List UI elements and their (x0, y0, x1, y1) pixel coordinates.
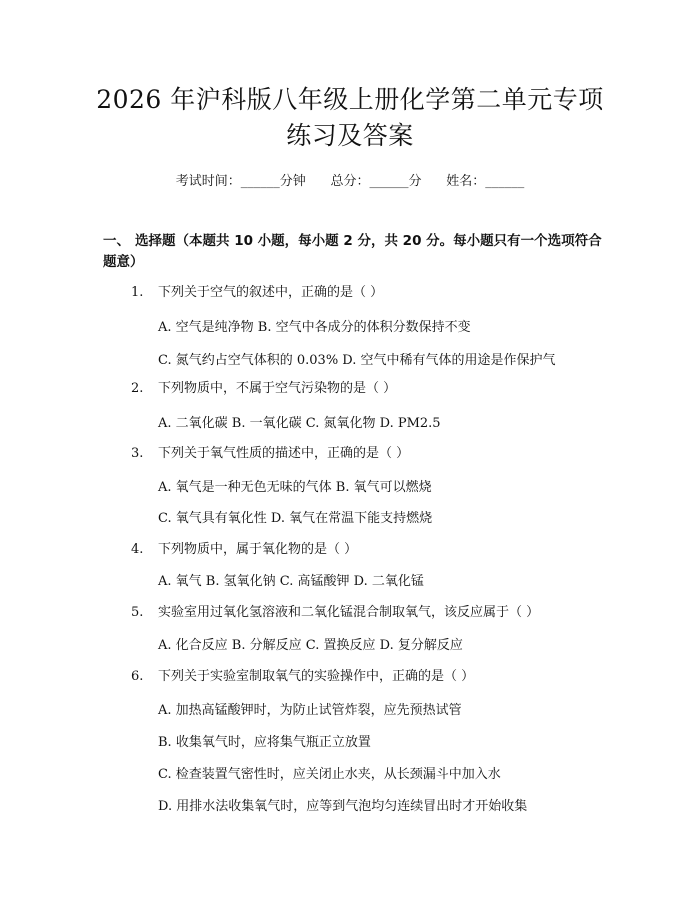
question-number: 1. (131, 285, 144, 300)
title-line-2: 练习及答案 (286, 121, 414, 150)
question-text: 下列关于氧气性质的描述中，正确的是（ ） (158, 446, 410, 461)
section-text: 选择题（本题共 10 小题，每小题 2 分，共 20 分。每小题只有一个选项符合题意） (103, 233, 602, 270)
question-number: 6. (131, 669, 144, 684)
question-4 (131, 538, 357, 557)
question-text: 下列关于实验室制取氧气的实验操作中，正确的是（ ） (158, 669, 475, 684)
question-text: 下列物质中，属于氧化物的是（ ） (158, 542, 358, 557)
question-3-options-row-1: A. 氧气是一种无色无味的气体 B. 氧气可以燃烧 (158, 480, 432, 495)
question-number: 5. (131, 605, 144, 620)
section-heading (103, 231, 613, 273)
question-number: 3. (131, 446, 144, 461)
exam-info-line: 考试时间：______分钟 总分：______分 姓名：______ (175, 174, 525, 189)
question-number: 2. (131, 381, 144, 396)
question-2 (131, 377, 396, 396)
question-1-options-row-1: A. 空气是纯净物 B. 空气中各成分的体积分数保持不变 (158, 320, 471, 335)
question-3-options-row-2: C. 氧气具有氧化性 D. 氧气在常温下能支持燃烧 (158, 511, 433, 526)
question-6-option-d: D. 用排水法收集氧气时，应等到气泡均匀连续冒出时才开始收集 (158, 799, 528, 814)
question-4-options-row-1: A. 氧气 B. 氢氧化钠 C. 高锰酸钾 D. 二氧化锰 (158, 574, 424, 589)
question-number: 4. (131, 542, 144, 557)
question-text: 下列物质中，不属于空气污染物的是（ ） (158, 381, 397, 396)
title-line-1: 2026 年沪科版八年级上册化学第二单元专项 (96, 85, 604, 114)
question-1-options-row-2: C. 氮气约占空气体积的 0.03% D. 空气中稀有气体的用途是作保护气 (158, 353, 556, 368)
question-2-options-row-1: A. 二氧化碳 B. 一氧化碳 C. 氮氧化物 D. PM2.5 (158, 416, 441, 431)
question-3 (131, 442, 409, 461)
question-1 (131, 281, 383, 300)
question-6-option-b: B. 收集氧气时，应将集气瓶正立放置 (158, 735, 371, 750)
question-5-options-row-1: A. 化合反应 B. 分解反应 C. 置换反应 D. 复分解反应 (158, 638, 463, 653)
question-6-option-c: C. 检查装置气密性时，应关闭止水夹，从长颈漏斗中加入水 (158, 767, 501, 782)
question-text: 下列关于空气的叙述中，正确的是（ ） (158, 285, 384, 300)
question-5 (131, 601, 539, 620)
section-number: 一、 (103, 233, 130, 249)
question-text: 实验室用过氧化氢溶液和二氧化锰混合制取氧气，该反应属于（ ） (158, 605, 540, 620)
document-title (60, 82, 640, 154)
question-6-option-a: A. 加热高锰酸钾时，为防止试管炸裂，应先预热试管 (158, 703, 462, 718)
question-6 (131, 665, 474, 684)
